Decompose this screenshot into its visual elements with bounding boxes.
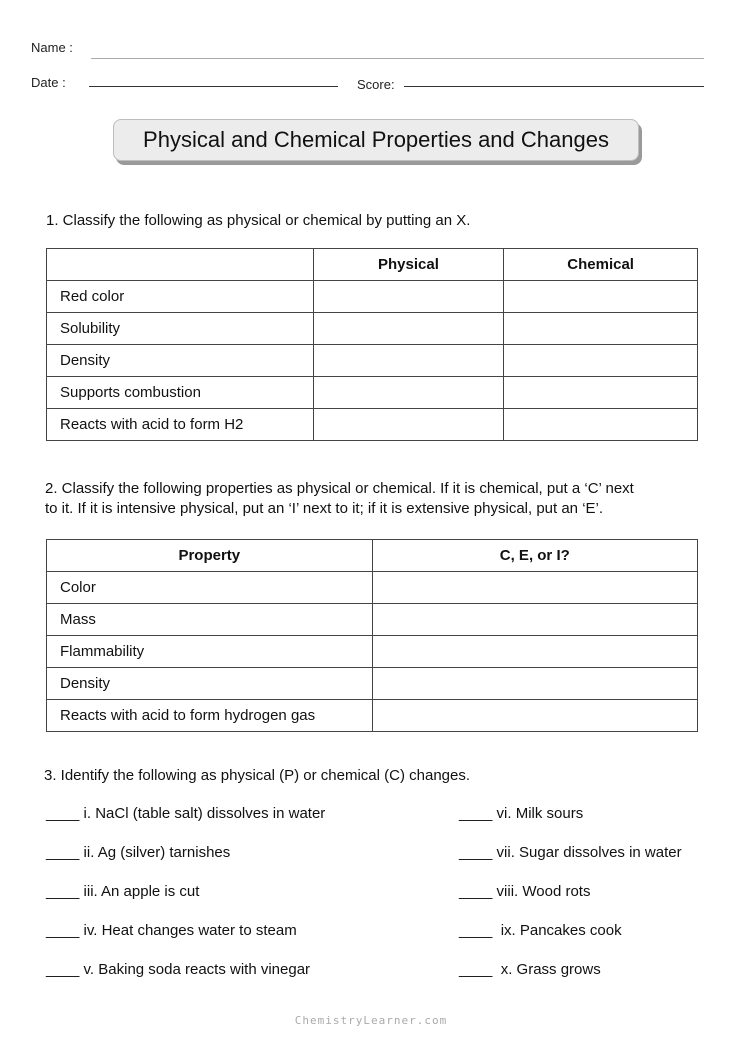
row-label: Flammability [47, 636, 373, 668]
cei-answer-cell[interactable] [372, 572, 697, 604]
column-header-blank [47, 249, 314, 281]
section2-prompt-line2: to it. If it is intensive physical, put an ‘I’ next to it; if it is extensive physical, put an ‘E’. [45, 500, 604, 517]
row-label: Supports combustion [47, 377, 314, 409]
list-item[interactable]: ____ ii. Ag (silver) tarnishes [46, 844, 231, 861]
section2-prompt-line1: 2. Classify the following properties as physical or chemical. If it is chemical, put a ‘C’ next [45, 480, 634, 497]
name-line[interactable] [91, 58, 704, 59]
list-item[interactable]: ____ iv. Heat changes water to steam [46, 922, 297, 939]
table-row [47, 281, 698, 313]
list-item[interactable]: ____ vii. Sugar dissolves in water [459, 844, 682, 861]
cei-answer-cell[interactable] [372, 636, 697, 668]
column-header-physical: Physical [313, 249, 504, 281]
physical-answer-cell[interactable] [313, 345, 504, 377]
date-label: Date : [31, 75, 66, 90]
table-row [47, 700, 698, 732]
section1-prompt: 1. Classify the following as physical or chemical by putting an X. [46, 212, 471, 229]
footer-watermark: ChemistryLearner.com [294, 1014, 448, 1027]
physical-answer-cell[interactable] [313, 281, 504, 313]
table-row [47, 668, 698, 700]
table-row [47, 313, 698, 345]
section3-prompt: 3. Identify the following as physical (P) or chemical (C) changes. [44, 767, 471, 784]
row-label: Reacts with acid to form H2 [47, 409, 314, 441]
row-label: Mass [47, 604, 373, 636]
chemical-answer-cell[interactable] [504, 345, 698, 377]
list-item[interactable]: ____ i. NaCl (table salt) dissolves in water [46, 805, 326, 822]
list-item[interactable]: ____ viii. Wood rots [459, 883, 591, 900]
score-line[interactable] [404, 86, 704, 87]
table-row [47, 377, 698, 409]
chemical-answer-cell[interactable] [504, 377, 698, 409]
list-item[interactable]: ____ v. Baking soda reacts with vinegar [46, 961, 311, 978]
table-row [47, 636, 698, 668]
cei-answer-cell[interactable] [372, 668, 697, 700]
name-label: Name : [31, 40, 73, 55]
chemical-answer-cell[interactable] [504, 409, 698, 441]
column-header-property: Property [47, 540, 373, 572]
table-row [47, 409, 698, 441]
section1-table [46, 248, 698, 441]
row-label: Reacts with acid to form hydrogen gas [47, 700, 373, 732]
column-header-chemical: Chemical [504, 249, 698, 281]
physical-answer-cell[interactable] [313, 409, 504, 441]
list-item[interactable]: ____ vi. Milk sours [459, 805, 584, 822]
chemical-answer-cell[interactable] [504, 281, 698, 313]
score-label: Score: [357, 77, 395, 92]
table-row [47, 572, 698, 604]
worksheet-title: Physical and Chemical Properties and Changes [113, 119, 639, 161]
row-label: Color [47, 572, 373, 604]
chemical-answer-cell[interactable] [504, 313, 698, 345]
row-label: Density [47, 668, 373, 700]
physical-answer-cell[interactable] [313, 377, 504, 409]
row-label: Density [47, 345, 314, 377]
cei-answer-cell[interactable] [372, 604, 697, 636]
table-header-row [47, 249, 698, 281]
row-label: Red color [47, 281, 314, 313]
date-line[interactable] [89, 86, 338, 87]
table-row [47, 345, 698, 377]
column-header-cei: C, E, or I? [372, 540, 697, 572]
list-item[interactable]: ____ iii. An apple is cut [46, 883, 200, 900]
list-item[interactable]: ____ x. Grass grows [459, 961, 601, 978]
table-row [47, 604, 698, 636]
physical-answer-cell[interactable] [313, 313, 504, 345]
section2-table [46, 539, 698, 732]
cei-answer-cell[interactable] [372, 700, 697, 732]
list-item[interactable]: ____ ix. Pancakes cook [459, 922, 622, 939]
row-label: Solubility [47, 313, 314, 345]
table-header-row [47, 540, 698, 572]
